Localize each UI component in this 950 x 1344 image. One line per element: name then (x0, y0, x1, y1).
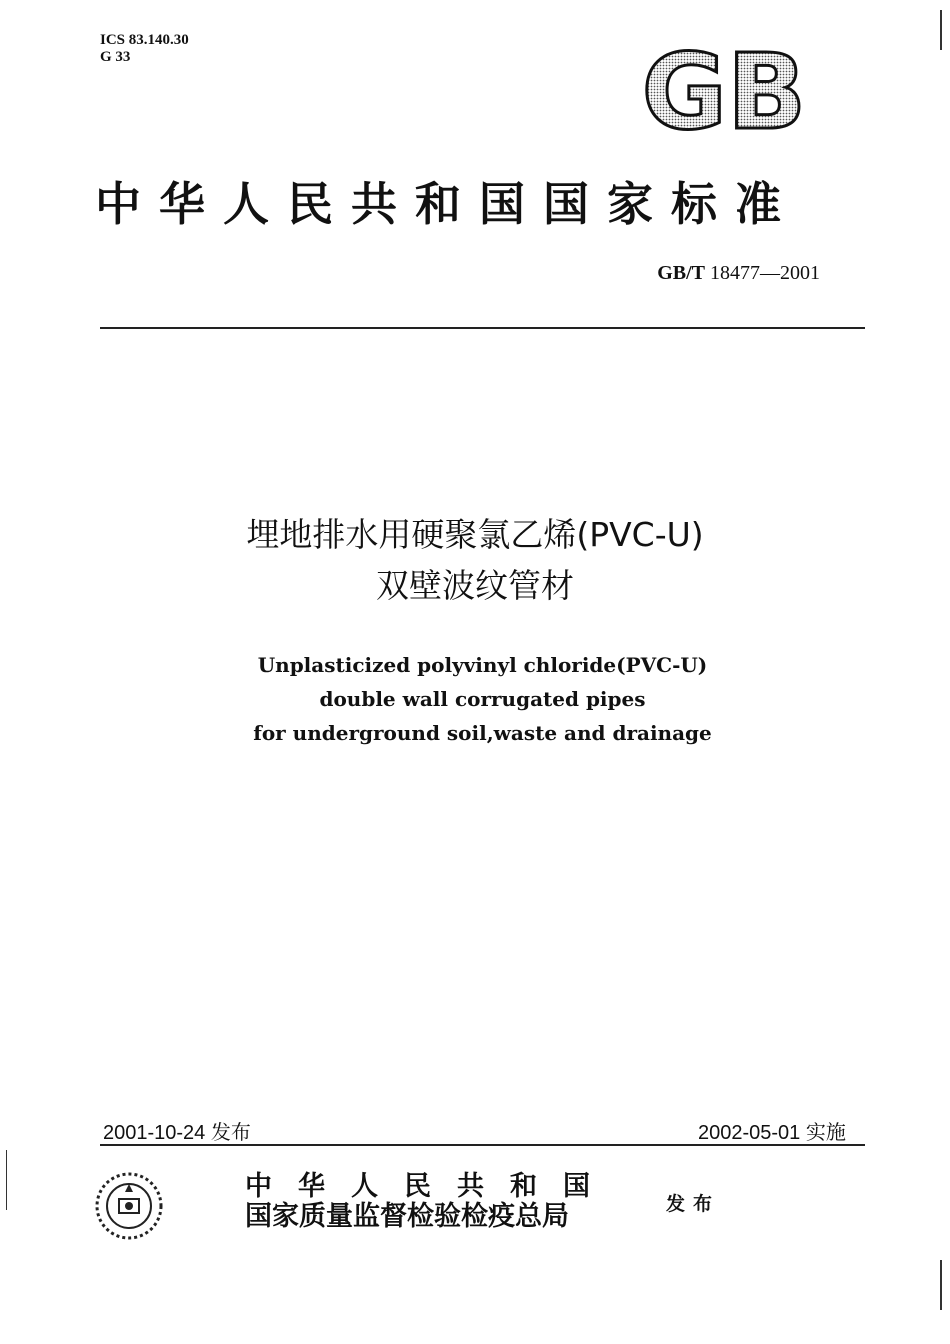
scan-edge-mark (940, 10, 942, 50)
ics-code-block (100, 32, 189, 66)
standard-number (600, 262, 820, 285)
title-en-line3: for underground soil,waste and drainage (253, 721, 712, 745)
seal-emblem (92, 1166, 166, 1246)
title-en-line2: double wall corrugated pipes (319, 687, 646, 711)
standard-number-prefix: GB/T (657, 262, 705, 284)
standard-number-value: 18477—2001 (710, 262, 820, 284)
issuer-line2: 国家质量监督检验检疫总局 (245, 1201, 569, 1232)
issue-date: 2001-10-24 发布 (103, 1122, 251, 1144)
scan-edge-mark (6, 1150, 7, 1210)
category-code: G 33 (100, 49, 131, 65)
ics-code: ICS 83.140.30 (100, 32, 189, 48)
issuer-block (245, 1172, 616, 1232)
gb-logo-text: GB (641, 40, 807, 140)
gb-logo (638, 40, 810, 140)
header-divider (100, 327, 865, 329)
publish-label: 发布 (666, 1193, 721, 1215)
title-cn-line2: 双壁波纹管材 (376, 566, 574, 605)
title-cn-line1: 埋地排水用硬聚氯乙烯(PVC-U) (246, 515, 704, 554)
issuer-line1: 中华人民共和国 (245, 1171, 616, 1202)
footer-divider (100, 1144, 865, 1146)
title-en-line1: Unplasticized polyvinyl chloride(PVC-U) (257, 653, 708, 677)
implementation-date: 2002-05-01 实施 (698, 1122, 846, 1144)
national-standard-title: 中华人民共和国国家标准 (95, 177, 799, 231)
scan-edge-mark (940, 1260, 942, 1310)
